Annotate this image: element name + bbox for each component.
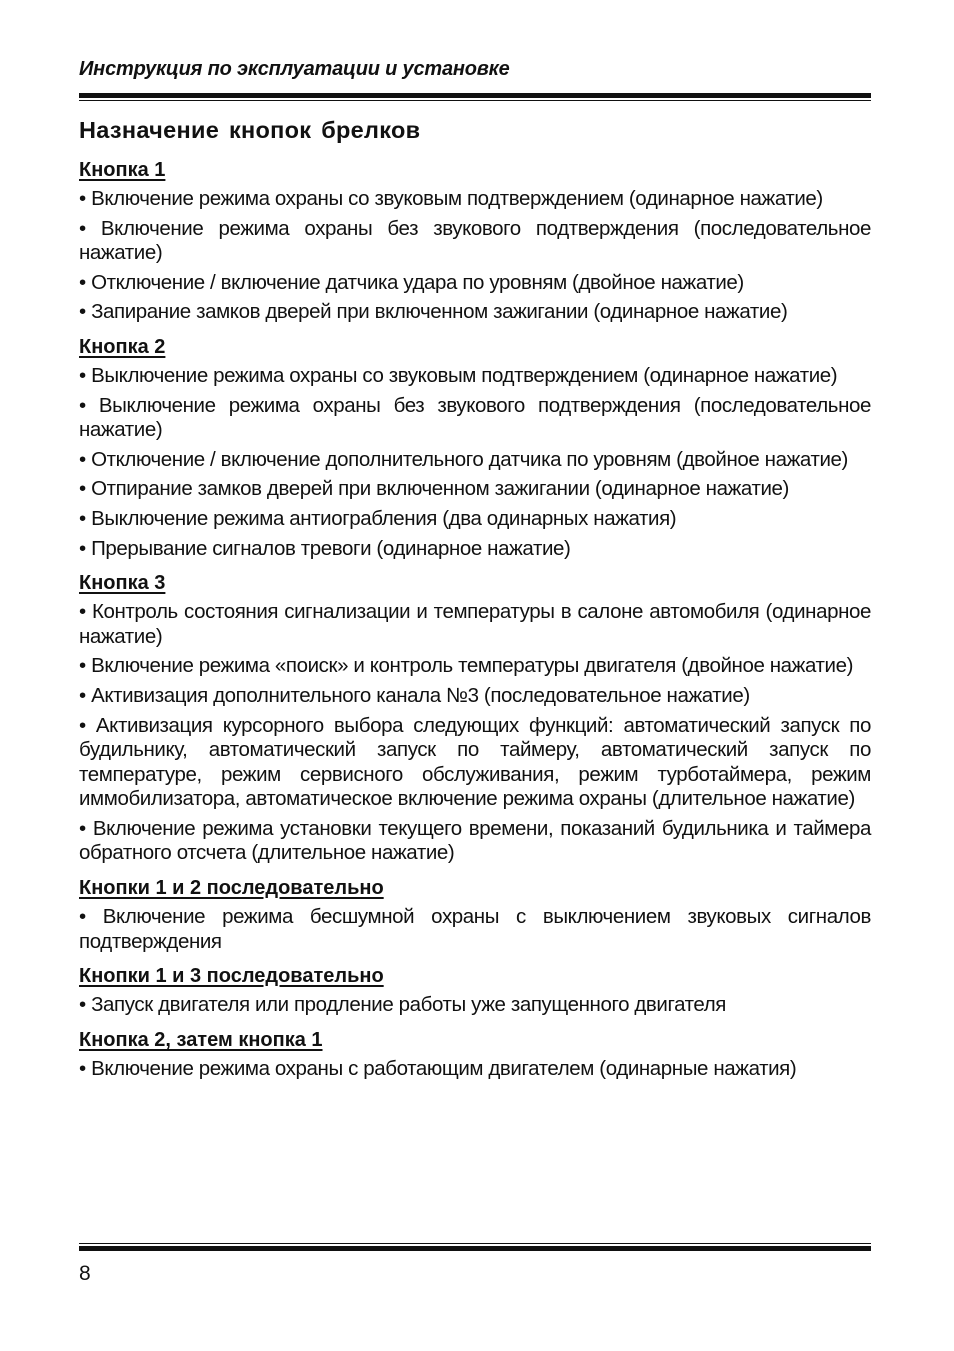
list-item: • Выключение режима охраны без звукового подтверждения (последовательное нажатие): [79, 393, 871, 442]
list-item: • Включение режима «поиск» и контроль температуры двигателя (двойное нажатие): [79, 654, 853, 678]
list-item: • Отключение / включение дополнительного датчика по уровням (двойное нажатие): [79, 447, 848, 471]
running-header: Инструкция по эксплуатации и установке: [79, 58, 510, 80]
section-heading: Кнопка 2: [79, 335, 166, 358]
list-item: • Включение режима охраны с работающим двигателем (одинарные нажатия): [79, 1056, 797, 1080]
list-item: • Запуск двигателя или продление работы уже запущенного двигателя: [79, 993, 726, 1017]
document-title: Назначение кнопок брелков: [79, 117, 421, 143]
section-buttons-1-2: [79, 874, 871, 954]
section-heading: Кнопка 2, затем кнопка 1: [79, 1028, 323, 1051]
page-number: 8: [79, 1262, 91, 1285]
list-item: • Контроль состояния сигнализации и температуры в салоне автомобиля (одинарное нажатие): [79, 600, 871, 648]
list-item: • Прерывание сигналов тревоги (одинарное нажатие): [79, 536, 571, 560]
list-item: • Включение режима охраны со звуковым подтверждением (одинарное нажатие): [79, 187, 823, 210]
list-item: • Отпирание замков дверей при включенном зажигании (одинарное нажатие): [79, 477, 789, 501]
section-heading: Кнопка 3: [79, 572, 166, 595]
section-button-2: [79, 333, 871, 561]
list-item: • Активизация дополнительного канала №3 (последовательное нажатие): [79, 683, 750, 707]
list-item: • Активизация курсорного выбора следующих функций: автоматический запуск по будильнику, автоматический запуск по таймеру, автоматический запуск по температуре, режим сервисного обслуживания, режим турботаймера, режим иммобилизатора, автоматическое включение режима охраны (длительное нажатие): [79, 713, 871, 811]
header-rule: [79, 93, 871, 101]
section-button-1: [79, 156, 871, 325]
list-item: • Выключение режима антиограбления (два одинарных нажатия): [79, 506, 677, 530]
section-heading: Кнопки 1 и 3 последовательно: [79, 965, 384, 988]
section-heading: Кнопка 1: [79, 159, 166, 181]
list-item: • Отключение / включение датчика удара по уровням (двойное нажатие): [79, 270, 744, 294]
section-buttons-1-3: [79, 962, 871, 1018]
list-item: • Запирание замков дверей при включенном зажигании (одинарное нажатие): [79, 300, 788, 324]
page-content: [79, 114, 871, 1086]
list-item: • Выключение режима охраны со звуковым подтверждением (одинарное нажатие): [79, 363, 838, 387]
footer-rule: [79, 1243, 871, 1251]
list-item: • Включение режима охраны без звукового подтверждения (последовательное нажатие): [79, 216, 871, 265]
list-item: • Включение режима установки текущего времени, показаний будильника и таймера обратного отсчета (длительное нажатие): [79, 816, 871, 865]
list-item: • Включение режима бесшумной охраны с выключением звуковых сигналов подтверждения: [79, 905, 871, 953]
section-heading: Кнопки 1 и 2 последовательно: [79, 877, 384, 900]
section-button-3: [79, 569, 871, 866]
section-button-2-then-1: [79, 1026, 871, 1082]
